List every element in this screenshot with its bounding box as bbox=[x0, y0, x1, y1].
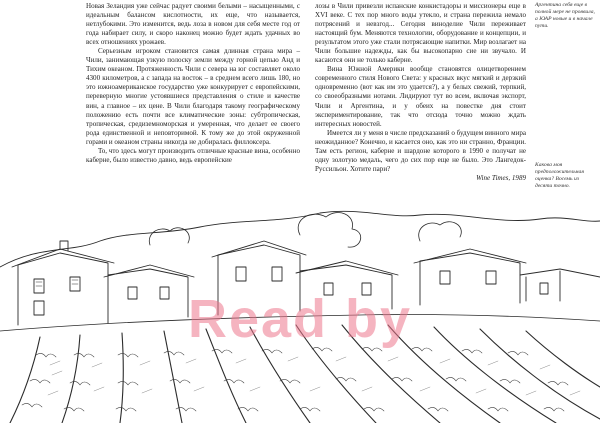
left-text-column bbox=[86, 2, 300, 165]
farmhouse-center bbox=[212, 241, 398, 315]
paragraph: То, что здесь могут производить отличные красные вина, особенно каберне, было известно давно, ведь европейские bbox=[86, 146, 300, 164]
paragraph: лозы в Чили привезли испанские конкистадоры и миссионеры еще в XVI веке. С тех пор много воды утекло, и страна пережила немало потрясений и невзгод... Сегодня виноделие Чили переживает настоящий бум. Меняются технологии, оборудование и концепции, и результатом этого уже стали потрясающие напитки. Мир возлагает на Чили большие надежды, как бы высокопарно сие ни звучало. И касаются они не только каберне. bbox=[315, 2, 526, 65]
farmhouse-left bbox=[12, 241, 194, 325]
vineyard-sketch-illustration bbox=[0, 205, 600, 423]
ground-hatching bbox=[48, 357, 580, 395]
margin-note: Аргентина себя еще в полной мере не проявила, а ЮАР новые и в начале пути. bbox=[535, 2, 595, 29]
watermark-text: Read by bbox=[187, 289, 413, 349]
vine-rows bbox=[10, 325, 600, 423]
paragraph: Серьезным игроком становится самая длинная страна мира – Чили, занимающая узкую полоску земли между горной цепью Анд и Тихим океаном. Протяженность Чили с севера на юг составляет около 4300 километров, а с запада на восток – в среднем всего лишь 180, но это южноамериканское государство уже конкурирует с европейскими, переверную многие устоявшиеся представления о стиле и качестве вин, а главное – их цене. В Чили благодаря такому географическому положению есть почти все климатические зоны: субтропическая, тропическая, средиземноморская и умеренная, что делает ее своего рода единственной и неповторимой. К тому же до этой окруженной горами и океаном страны никогда не добиралась филлоксера. bbox=[86, 47, 300, 146]
tree-canopy bbox=[419, 222, 462, 241]
farmhouse-right bbox=[414, 249, 600, 305]
right-text-column bbox=[315, 2, 526, 183]
tree-canopy bbox=[298, 213, 361, 248]
margin-note: Какова моя предположительная оценка? Восемь из десяти точно. bbox=[535, 162, 584, 189]
tree-canopy bbox=[149, 228, 189, 245]
paragraph: Имеется ли у меня в числе предсказаний о будущем винного мира неожиданное? Конечно, и касается оно, как это ни странно, Франции. Там есть регион, каберне и шардоне которого в 1990 е получат не одну золотую медаль, чего до сих пор еще не было. Это Лангедок-Руссильон. Хотите пари? bbox=[315, 128, 526, 173]
citation-signature: Wine Times, 1989 bbox=[476, 173, 526, 182]
ground-line bbox=[0, 314, 600, 331]
paragraph: Вина Южной Америки вообще становятся олицетворением современного стиля Нового Света: у красных вкус мягкий и дерзкий одновременно (вот как им это удается?), а у белых свежий, терпкий, со своеобразными нотами. Лидируют тут во всем, включая экспорт, Чили и Аргентина, и у обеих на повестке дня стоит экспериментирование, так что отсюда точно можно ждать интересных новостей. bbox=[315, 65, 526, 128]
paragraph: Новая Зеландия уже сейчас радует своими белыми – насыщенными, с идеальным балансом кислотности, их еще, что называется, нетлубокими. Это изменится, ведь лоза в новом для себя месте год от года набирает силу, и скоро наконец можно будет ждать удачных во всех отношениях урожаев. bbox=[86, 2, 300, 47]
